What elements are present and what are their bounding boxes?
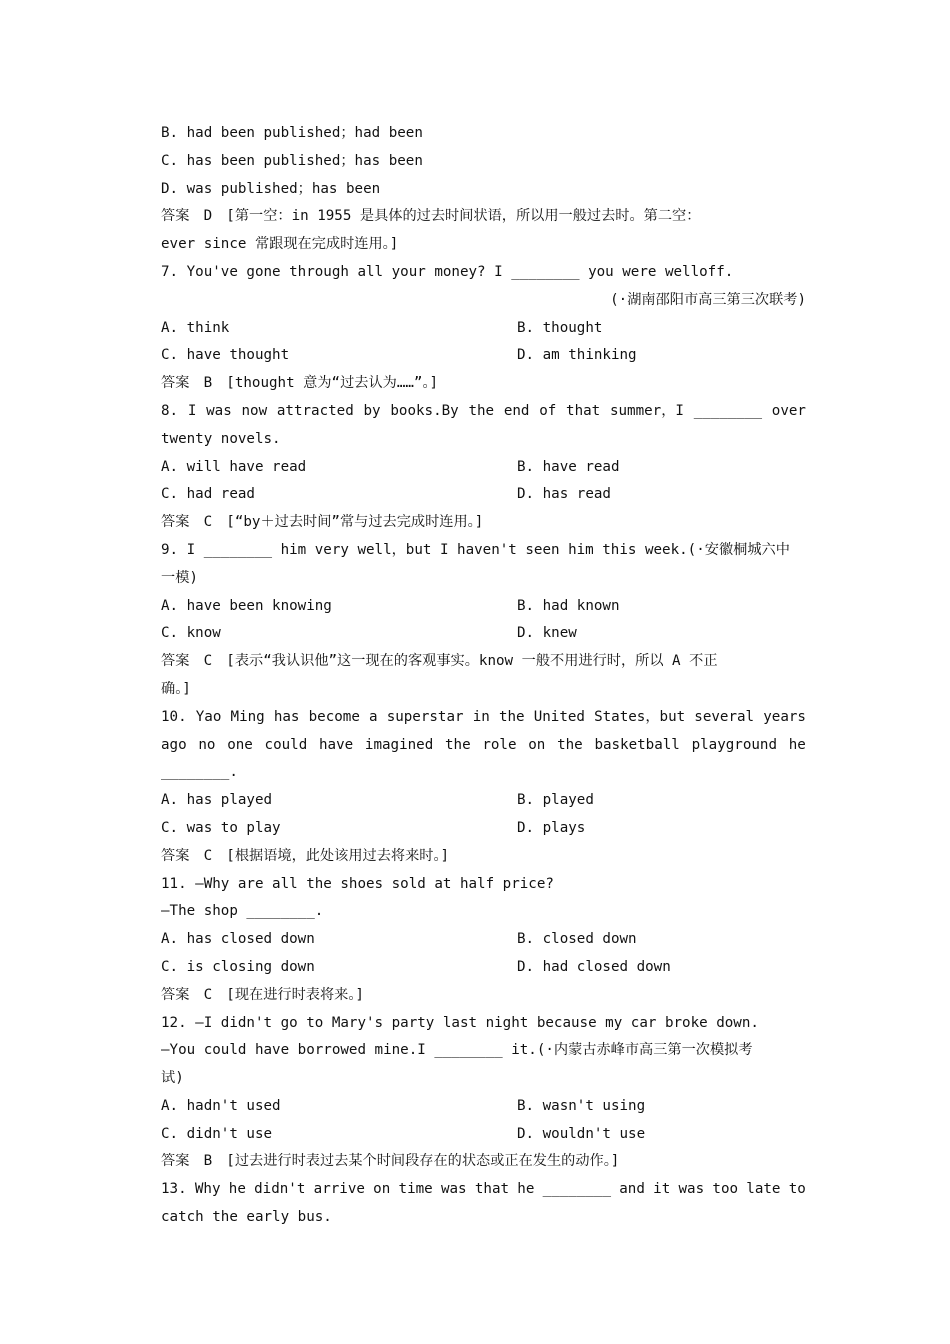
word: by (363, 402, 381, 419)
option-c: C. has been published；has been (161, 152, 423, 169)
option-c: C. had read (161, 486, 255, 503)
option-d: D. has read (517, 486, 611, 503)
option-c: C. have thought (161, 347, 290, 364)
word: in (472, 708, 490, 725)
question-6 (161, 120, 806, 259)
word: imagined (364, 736, 434, 753)
option-c: C. is closing down (161, 958, 315, 975)
question-stem-line-2: —You could have borrowed mine.I ________ it.(·内蒙古赤峰市高三第一次模拟考 (161, 1042, 753, 1059)
question-stem-line-1 (161, 1176, 806, 1204)
options-row (161, 926, 806, 954)
question-stem-line-2: —The shop ________. (161, 903, 324, 920)
options-row (161, 1121, 806, 1149)
word: United (533, 708, 585, 725)
option-d: D. was published；has been (161, 180, 381, 197)
answer-line-1: 答案 D [第一空：in 1955 是具体的过去时间状语，所以用一般过去时。第二空： (161, 208, 701, 225)
answer-line: 答案 C [现在进行时表将来。] (161, 986, 364, 1003)
word: that (566, 402, 601, 419)
answer-blank: ________ (693, 402, 763, 419)
word: he (517, 1181, 535, 1198)
word: was (678, 1181, 705, 1198)
option-a: A. will have read (161, 458, 307, 475)
question-12 (161, 1010, 806, 1177)
question-stem-line-1: 9. I ________ him very well，but I haven't seen him this week.(·安徽桐城六中 (161, 541, 790, 558)
option-b: B. closed down (517, 931, 637, 948)
question-8 (161, 398, 806, 537)
word: to (788, 1181, 806, 1198)
option-c: C. know (161, 625, 221, 642)
options-row (161, 815, 806, 843)
answer-line: 答案 B [过去进行时表过去某个时间段存在的状态或正在发生的动作。] (161, 1153, 620, 1170)
word: he (788, 736, 806, 753)
word: ago (161, 736, 187, 753)
question-10 (161, 704, 806, 871)
answer-line: 答案 B [thought 意为“过去认为……”。] (161, 375, 439, 392)
answer-line-1: 答案 C [表示“我认识他”这一现在的客观事实。know 一般不用进行时，所以 A 不正 (161, 653, 718, 670)
word: 10. (161, 708, 187, 725)
word: that (474, 1181, 510, 1198)
word: and (619, 1181, 645, 1198)
word: end (503, 402, 530, 419)
answer-line-2: ever since 常跟现在完成时连用。] (161, 236, 399, 253)
question-stem-line-1: 11. —Why are all the shoes sold at half price? (161, 875, 554, 892)
word: time (398, 1181, 433, 1198)
option-d: D. am thinking (517, 347, 637, 364)
question-stem-line-1: 12. —I didn't go to Mary's party last night because my car broke down. (161, 1014, 759, 1031)
word: basketball (594, 736, 680, 753)
word: too (712, 1181, 739, 1198)
word: 8. (161, 402, 179, 419)
question-stem-line-1 (161, 704, 806, 732)
word: of (539, 402, 557, 419)
word: late (746, 1181, 781, 1198)
word: over (771, 402, 806, 419)
word: arrive (313, 1181, 365, 1198)
word: a (369, 708, 378, 725)
options-row (161, 481, 806, 509)
option-a: A. has closed down (161, 931, 315, 948)
word: States，but (594, 708, 686, 725)
document-page (161, 120, 806, 1232)
word: Ming (230, 708, 265, 725)
question-9 (161, 537, 806, 704)
answer-line: 答案 C [根据语境，此处该用过去将来时。] (161, 847, 450, 864)
word: the (498, 708, 525, 725)
options-row (161, 454, 806, 482)
option-a: A. think (161, 319, 230, 336)
option-d: D. plays (517, 819, 586, 836)
question-stem-line-3: ________. (161, 764, 238, 781)
word: he (228, 1181, 246, 1198)
word: was (206, 402, 232, 419)
word: one (227, 736, 253, 753)
options-row (161, 1093, 806, 1121)
option-d: D. had closed down (517, 958, 671, 975)
options-row (161, 342, 806, 370)
word: summer，I (609, 402, 684, 419)
options-row (161, 954, 806, 982)
option-c: C. was to play (161, 819, 281, 836)
word: has (273, 708, 300, 725)
option-d: D. knew (517, 625, 577, 642)
options-row (161, 315, 806, 343)
word: now (241, 402, 268, 419)
word: the (444, 736, 471, 753)
question-11 (161, 871, 806, 1010)
options-row (161, 787, 806, 815)
word: the (557, 736, 583, 753)
option-c: C. didn't use (161, 1125, 273, 1142)
question-stem-line-2: twenty novels. (161, 430, 281, 447)
word: could (264, 736, 308, 753)
answer-line: 答案 C [“by＋过去时间”常与过去完成时连用。] (161, 514, 484, 531)
option-b: B. played (517, 792, 594, 809)
word: on (373, 1181, 391, 1198)
option-d: D. wouldn't use (517, 1125, 646, 1142)
option-b: B. had been published；had been (161, 125, 423, 141)
option-a: A. has played (161, 792, 273, 809)
option-a: A. have been knowing (161, 597, 332, 614)
word: 13. (161, 1181, 187, 1198)
question-stem: 7. You've gone through all your money? I ________ you were welloff. (161, 263, 734, 280)
word: have (319, 736, 354, 753)
word: was (440, 1181, 467, 1198)
option-b: B. have read (517, 458, 620, 475)
option-b: B. thought (517, 319, 603, 336)
word: I (187, 402, 197, 419)
word: books.By (390, 402, 459, 419)
question-source: (·湖南邵阳市高三第三次联考) (610, 291, 806, 308)
options-row (161, 593, 806, 621)
question-stem-line-1 (161, 398, 806, 426)
question-stem-line-2: catch the early bus. (161, 1209, 332, 1226)
word: Why (194, 1181, 221, 1198)
option-b: B. had known (517, 597, 620, 614)
word: playground (691, 736, 778, 753)
word: on (528, 736, 546, 753)
question-7 (161, 259, 806, 398)
answer-blank: ________ (542, 1181, 611, 1198)
word: become (308, 708, 360, 725)
word: Yao (195, 708, 222, 725)
options-row (161, 620, 806, 648)
question-stem-line-2 (161, 732, 806, 760)
word: didn't (254, 1181, 306, 1198)
option-a: A. hadn't used (161, 1097, 281, 1114)
question-stem-line-2: 一模) (161, 569, 198, 586)
option-b: B. wasn't using (517, 1097, 646, 1114)
word: years (763, 708, 806, 725)
word: no (198, 736, 216, 753)
word: several (694, 708, 755, 725)
question-stem-line-3: 试) (161, 1070, 184, 1087)
word: role (482, 736, 517, 753)
word: superstar (386, 708, 464, 725)
word: it (653, 1181, 671, 1198)
question-13 (161, 1176, 806, 1232)
word: attracted (276, 402, 354, 419)
word: the (468, 402, 495, 419)
answer-line-2: 确。] (161, 680, 191, 697)
